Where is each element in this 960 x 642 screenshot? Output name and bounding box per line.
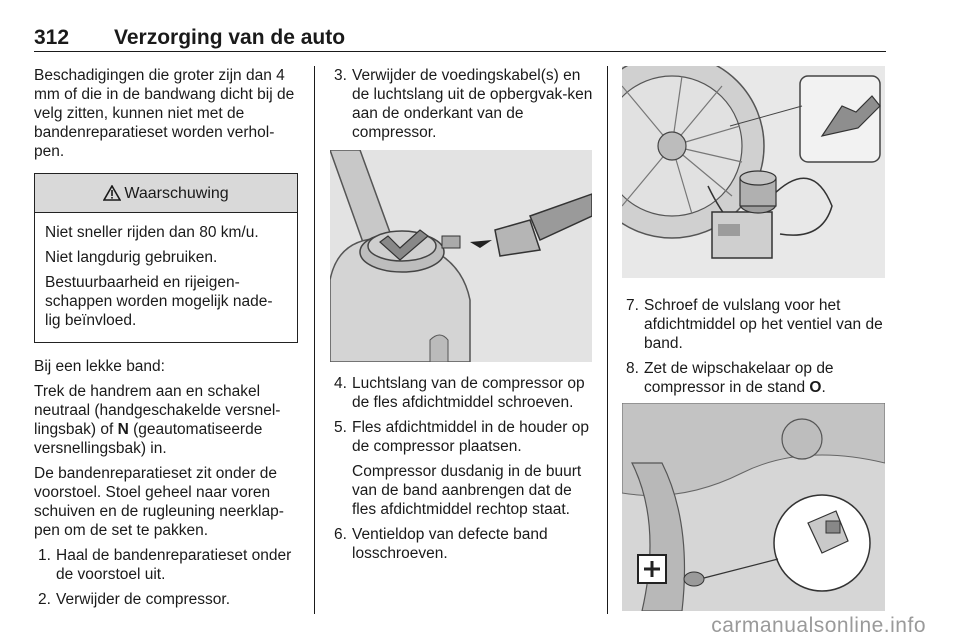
step-6 [330, 525, 594, 563]
middle-column [330, 66, 594, 569]
tyre-compressor-drawing [622, 66, 885, 278]
compressor-hose-drawing [330, 150, 592, 362]
warning-triangle-icon [103, 185, 121, 201]
step-number: 6. [334, 526, 347, 543]
left-column [34, 66, 298, 615]
warning-box [34, 173, 298, 343]
switch-position-o: O [809, 379, 822, 396]
compressor-switch-drawing [622, 403, 885, 611]
step-number: 1. [38, 547, 51, 564]
gear-n-label: N [117, 421, 129, 438]
warning-line: Bestuurbaarheid en rijeigen-schappen worden mogelijk nade-lig beïnvloed. [45, 274, 273, 329]
handbrake-paragraph [34, 382, 298, 458]
step-text [644, 360, 834, 396]
step-4 [330, 374, 594, 412]
tyre-valve-illustration [622, 66, 885, 278]
watermark: carmanualsonline.info [711, 614, 926, 637]
flat-tyre-heading: Bij een lekke band: [34, 358, 165, 375]
step-text: Verwijder de compressor. [56, 591, 231, 608]
warning-body [35, 213, 297, 342]
step-1 [34, 546, 298, 584]
page-header [34, 26, 886, 50]
intro-paragraph: Beschadigingen die groter zijn dan 4 mm of die in de bandwang dicht bij de velg zitten, kunnen niet met de bandenreparatieset worden verhol-pen. [34, 67, 295, 160]
step-2 [34, 590, 298, 609]
column-divider-2 [607, 66, 608, 614]
column-divider-1 [314, 66, 315, 614]
step-5-detail: Compressor dusdanig in de buurt van de band aanbrengen dat de fles afdichtmiddel rechtop staat. [352, 463, 582, 518]
step-text: Schroef de vulslang voor het afdichtmiddel op het ventiel van de band. [644, 297, 883, 352]
step-number: 5. [334, 419, 347, 436]
right-column [622, 66, 886, 611]
step-5 [330, 418, 594, 456]
step-text: Luchtslang van de compressor op de fles afdichtmiddel schroeven. [352, 375, 585, 411]
step-number: 4. [334, 375, 347, 392]
step-number: 8. [626, 360, 639, 377]
location-paragraph: De bandenreparatieset zit onder de voorstoel. Stoel geheel naar voren schuiven en de rugleuning neerklap-pen om de set te pakken. [34, 465, 284, 539]
switch-position-illustration [622, 403, 885, 611]
step-number: 7. [626, 297, 639, 314]
header-rule [34, 51, 886, 52]
page-number: 312 [34, 26, 70, 49]
warning-title: Waarschuwing [124, 184, 229, 202]
text-span: (geautomatiseerde versnellingsbak) in. [34, 421, 263, 457]
step-number: 3. [334, 67, 347, 84]
page-title: Verzorging van de auto [114, 26, 346, 49]
warning-line: Niet sneller rijden dan 80 km/u. [45, 224, 259, 241]
step-text: Haal de bandenreparatieset onder de voorstoel uit. [56, 547, 292, 583]
step-3 [330, 66, 594, 142]
step-number: 2. [38, 591, 51, 608]
step-text: Ventieldop van defecte band losschroeven. [352, 526, 548, 562]
step-text: Verwijder de voedingskabel(s) en de luchtslang uit de opbergvak-ken aan de onderkant van de compressor. [352, 67, 593, 141]
warning-header [35, 174, 297, 213]
warning-line: Niet langdurig gebruiken. [45, 249, 218, 266]
step-8 [622, 359, 886, 397]
text-span: Zet de wipschakelaar op de compressor in de stand [644, 360, 834, 396]
step-text: Fles afdichtmiddel in de houder op de compressor plaatsen. [352, 419, 589, 455]
compressor-hose-illustration [330, 150, 592, 362]
step-7 [622, 296, 886, 353]
text-span: Trek de handrem aan en schakel neutraal (handgeschakelde versnel-lingsbak) of [34, 383, 281, 438]
text-span: . [821, 379, 826, 396]
